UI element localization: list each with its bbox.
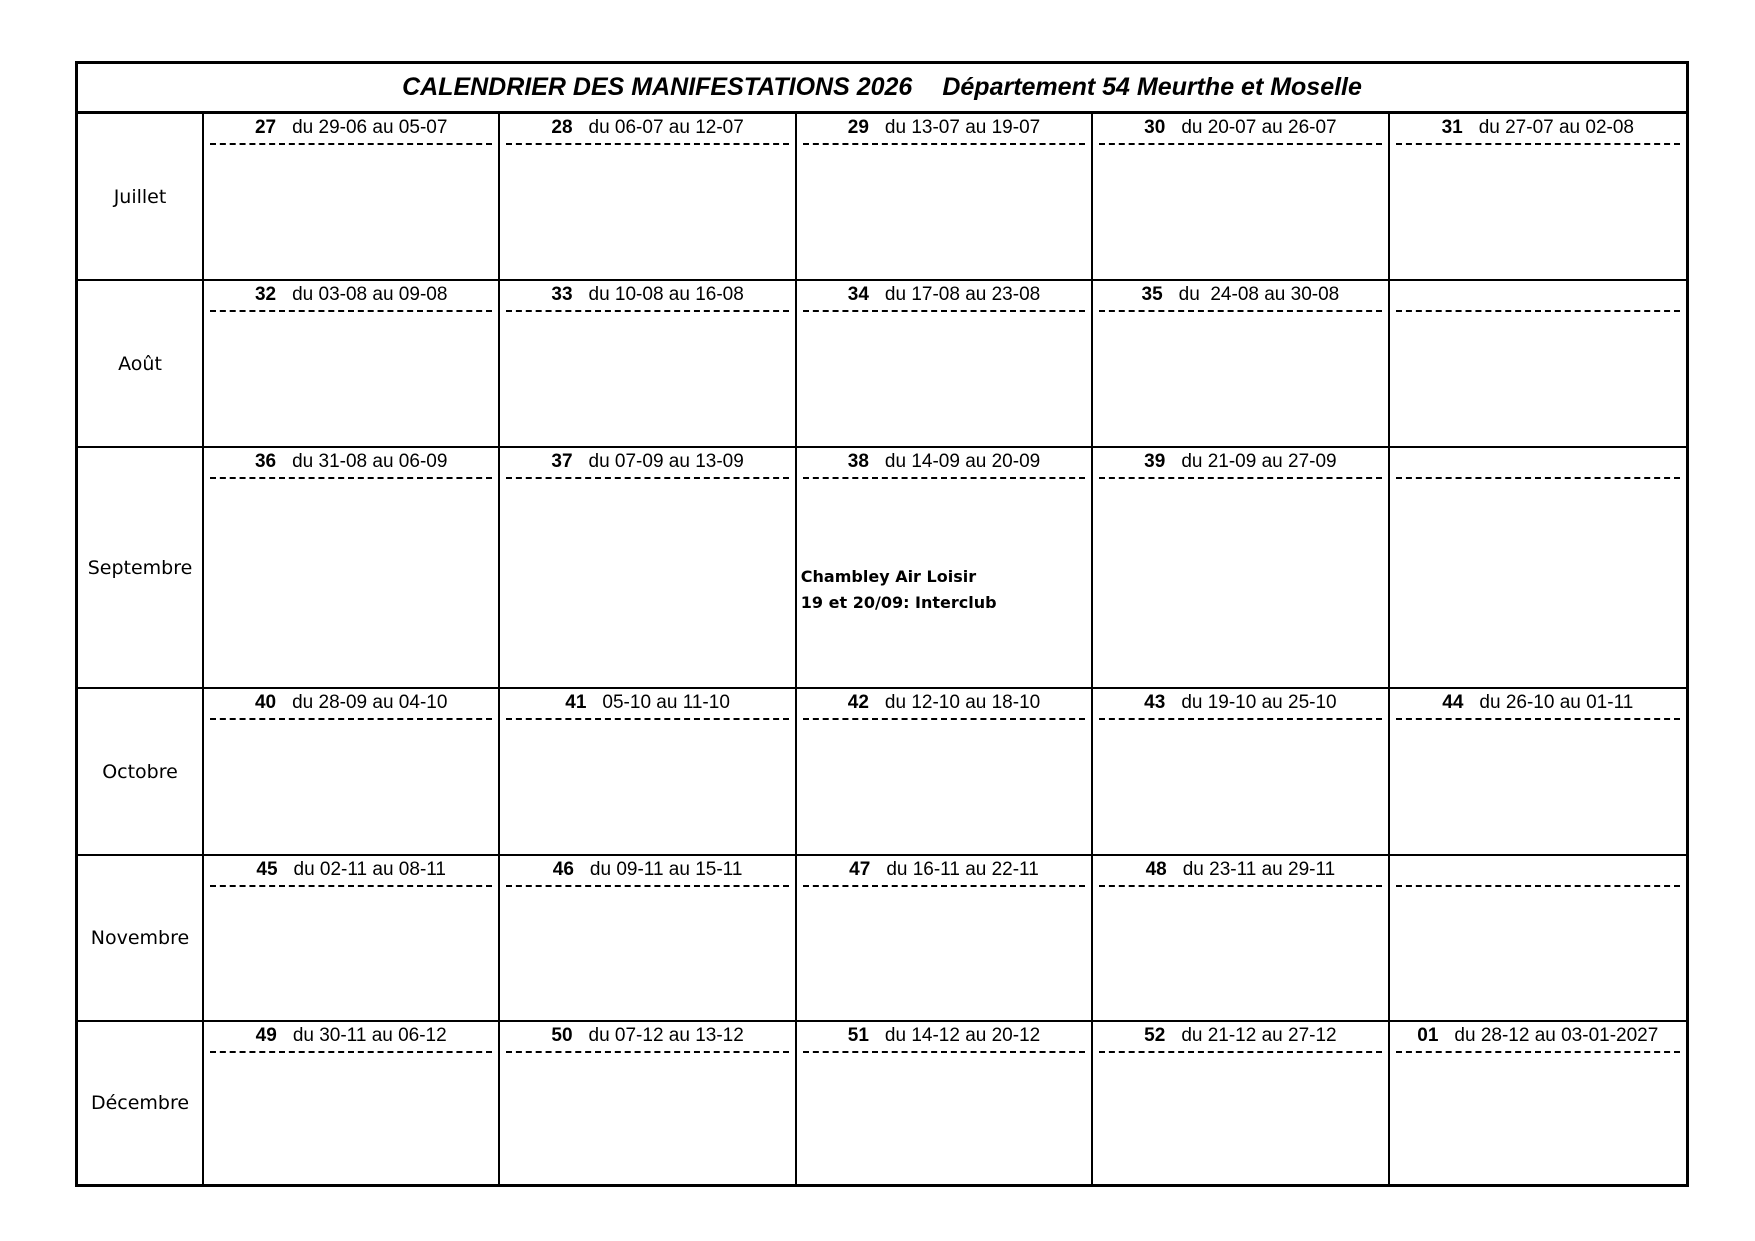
month-label: Novembre xyxy=(78,856,204,1022)
week-number: 35 xyxy=(1141,284,1163,305)
week-number: 46 xyxy=(552,859,574,880)
dashed-divider xyxy=(1396,885,1680,887)
week-header xyxy=(1093,689,1387,717)
week-header xyxy=(1390,281,1686,309)
dashed-divider xyxy=(803,1051,1085,1053)
week-number: 41 xyxy=(565,692,587,713)
week-number: 45 xyxy=(256,859,278,880)
week-cell[interactable] xyxy=(500,689,796,856)
week-range: du 21-09 au 27-09 xyxy=(1181,451,1337,472)
dashed-divider xyxy=(210,477,492,479)
week-header xyxy=(204,689,498,717)
week-range: du 13-07 au 19-07 xyxy=(884,117,1041,138)
calendar-sheet xyxy=(75,61,1689,1187)
week-number: 42 xyxy=(847,692,869,713)
week-cell[interactable] xyxy=(500,448,796,689)
month-label: Juillet xyxy=(78,114,204,281)
week-cell[interactable] xyxy=(797,1022,1093,1184)
calendar-grid xyxy=(78,114,1686,1184)
week-cell[interactable] xyxy=(1390,281,1686,448)
week-range: du 14-12 au 20-12 xyxy=(884,1025,1041,1046)
week-cell[interactable] xyxy=(204,281,500,448)
week-number: 31 xyxy=(1441,117,1463,138)
dashed-divider xyxy=(1099,477,1381,479)
week-cell[interactable] xyxy=(1390,448,1686,689)
week-cell[interactable] xyxy=(500,856,796,1022)
week-number: 29 xyxy=(847,117,869,138)
week-cell[interactable] xyxy=(797,114,1093,281)
week-cell[interactable] xyxy=(1093,448,1389,689)
week-header xyxy=(1093,856,1387,884)
week-cell[interactable] xyxy=(1093,689,1389,856)
week-range: du 29-06 au 05-07 xyxy=(292,117,448,138)
title-main: CALENDRIER DES MANIFESTATIONS 2026 xyxy=(402,73,913,101)
dashed-divider xyxy=(1396,718,1680,720)
week-range: du 28-09 au 04-10 xyxy=(292,692,448,713)
dashed-divider xyxy=(1396,310,1680,312)
week-cell[interactable] xyxy=(1093,856,1389,1022)
week-cell[interactable] xyxy=(204,114,500,281)
event-note xyxy=(801,564,997,616)
week-header xyxy=(1093,281,1387,309)
week-range: du 12-10 au 18-10 xyxy=(884,692,1041,713)
dashed-divider xyxy=(1099,885,1381,887)
month-label: Septembre xyxy=(78,448,204,689)
week-number: 49 xyxy=(255,1025,277,1046)
week-number: 38 xyxy=(847,451,869,472)
week-cell[interactable] xyxy=(204,689,500,856)
week-cell[interactable] xyxy=(204,448,500,689)
dashed-divider xyxy=(1396,1051,1680,1053)
week-header xyxy=(1390,448,1686,476)
title-department: Département 54 Meurthe et Moselle xyxy=(942,73,1362,101)
week-header xyxy=(500,114,794,142)
event-line: 19 et 20/09: Interclub xyxy=(800,593,997,612)
week-number: 51 xyxy=(847,1025,869,1046)
dashed-divider xyxy=(506,310,788,312)
week-range: du 07-12 au 13-12 xyxy=(588,1025,744,1046)
week-range: du 17-08 au 23-08 xyxy=(884,284,1041,305)
week-range: du 20-07 au 26-07 xyxy=(1181,117,1337,138)
week-number: 33 xyxy=(551,284,573,305)
week-range: du 16-11 au 22-11 xyxy=(886,859,1039,880)
week-range: du 07-09 au 13-09 xyxy=(588,451,744,472)
week-range: du 14-09 au 20-09 xyxy=(884,451,1041,472)
week-header xyxy=(204,281,498,309)
week-range: du 09-11 au 15-11 xyxy=(589,859,743,880)
week-range: du 23-11 au 29-11 xyxy=(1182,859,1336,880)
dashed-divider xyxy=(1099,310,1381,312)
week-cell[interactable] xyxy=(797,281,1093,448)
week-cell[interactable] xyxy=(797,689,1093,856)
week-range: du 30-11 au 06-12 xyxy=(292,1025,447,1046)
dashed-divider xyxy=(210,310,492,312)
week-header xyxy=(1390,114,1686,142)
dashed-divider xyxy=(803,885,1085,887)
week-number: 37 xyxy=(551,451,573,472)
week-header xyxy=(1390,689,1686,717)
dashed-divider xyxy=(1099,718,1381,720)
week-header xyxy=(1390,856,1686,884)
week-cell[interactable] xyxy=(1390,689,1686,856)
week-number: 30 xyxy=(1144,117,1166,138)
week-range: du 24-08 au 30-08 xyxy=(1178,284,1340,305)
dashed-divider xyxy=(210,718,492,720)
week-number: 50 xyxy=(551,1025,573,1046)
week-number: 40 xyxy=(254,692,277,713)
week-header xyxy=(1093,448,1387,476)
week-number: 47 xyxy=(849,859,871,880)
week-range: 05-10 au 11-10 xyxy=(602,692,730,713)
week-header xyxy=(1093,114,1387,142)
dashed-divider xyxy=(210,143,492,145)
week-header xyxy=(500,689,794,717)
week-header xyxy=(1093,1022,1387,1050)
week-range: du 02-11 au 08-11 xyxy=(293,859,446,880)
week-cell[interactable] xyxy=(1093,281,1389,448)
week-range: du 27-07 au 02-08 xyxy=(1478,117,1634,138)
dashed-divider xyxy=(506,477,788,479)
dashed-divider xyxy=(803,143,1085,145)
week-cell[interactable] xyxy=(204,1022,500,1184)
dashed-divider xyxy=(506,885,788,887)
dashed-divider xyxy=(506,1051,788,1053)
week-range: du 26-10 au 01-11 xyxy=(1479,692,1634,713)
event-line: Chambley Air Loisir xyxy=(800,567,977,586)
week-header xyxy=(204,856,498,884)
week-header xyxy=(500,281,794,309)
week-header xyxy=(500,448,794,476)
week-header xyxy=(204,114,498,142)
week-cell[interactable] xyxy=(500,114,796,281)
week-cell[interactable] xyxy=(1390,114,1686,281)
week-cell[interactable] xyxy=(1093,1022,1389,1184)
dashed-divider xyxy=(803,310,1085,312)
dashed-divider xyxy=(803,477,1085,479)
week-range: du 21-12 au 27-12 xyxy=(1181,1025,1337,1046)
dashed-divider xyxy=(506,143,788,145)
week-range: du 10-08 au 16-08 xyxy=(588,284,744,305)
week-cell[interactable] xyxy=(797,448,1093,689)
dashed-divider xyxy=(1099,143,1381,145)
week-range: du 19-10 au 25-10 xyxy=(1181,692,1337,713)
week-number: 48 xyxy=(1145,859,1167,880)
week-range: du 31-08 au 06-09 xyxy=(292,451,448,472)
week-header xyxy=(797,114,1091,142)
month-label: Décembre xyxy=(78,1022,204,1184)
week-cell[interactable] xyxy=(204,856,500,1022)
week-header xyxy=(500,856,794,884)
dashed-divider xyxy=(506,718,788,720)
week-number: 01 xyxy=(1417,1025,1439,1046)
week-number: 36 xyxy=(254,451,277,472)
month-label: Août xyxy=(78,281,204,448)
dashed-divider xyxy=(1396,143,1680,145)
dashed-divider xyxy=(1099,1051,1381,1053)
week-range: du 03-08 au 09-08 xyxy=(292,284,448,305)
calendar-title xyxy=(78,64,1686,114)
week-number: 32 xyxy=(254,284,277,305)
dashed-divider xyxy=(803,718,1085,720)
week-range: du 28-12 au 03-01-2027 xyxy=(1454,1025,1659,1046)
week-number: 44 xyxy=(1442,692,1464,713)
dashed-divider xyxy=(210,885,492,887)
week-cell[interactable] xyxy=(1390,856,1686,1022)
week-header xyxy=(797,689,1091,717)
week-cell[interactable] xyxy=(1390,1022,1686,1184)
week-number: 43 xyxy=(1144,692,1166,713)
week-number: 52 xyxy=(1144,1025,1166,1046)
week-number: 28 xyxy=(551,117,573,138)
week-cell[interactable] xyxy=(500,1022,796,1184)
week-header xyxy=(500,1022,794,1050)
month-label: Octobre xyxy=(78,689,204,856)
week-header xyxy=(204,1022,498,1050)
week-header xyxy=(204,448,498,476)
dashed-divider xyxy=(210,1051,492,1053)
dashed-divider xyxy=(1396,477,1680,479)
week-cell[interactable] xyxy=(797,856,1093,1022)
week-header xyxy=(797,1022,1091,1050)
week-number: 39 xyxy=(1144,451,1166,472)
week-header xyxy=(1390,1022,1686,1050)
week-number: 27 xyxy=(254,117,277,138)
week-cell[interactable] xyxy=(500,281,796,448)
week-range: du 06-07 au 12-07 xyxy=(588,117,744,138)
week-number: 34 xyxy=(847,284,869,305)
week-header xyxy=(797,448,1091,476)
week-header xyxy=(797,856,1091,884)
week-cell[interactable] xyxy=(1093,114,1389,281)
week-header xyxy=(797,281,1091,309)
